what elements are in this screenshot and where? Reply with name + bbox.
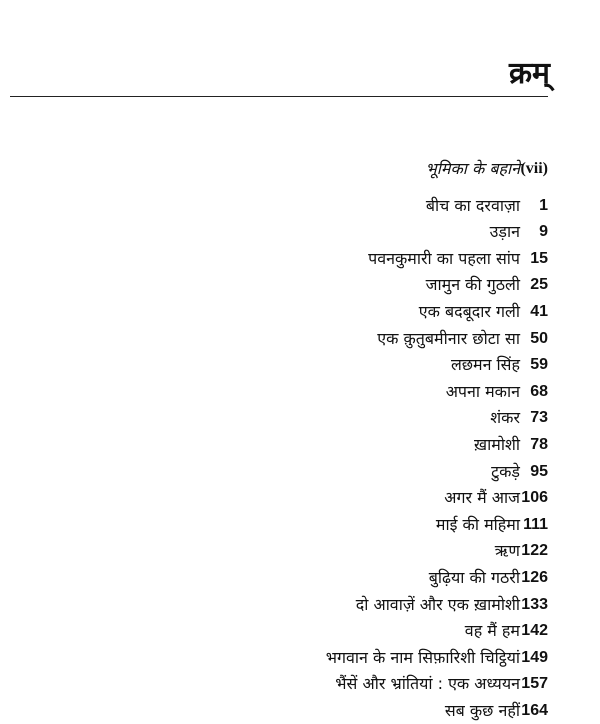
toc-entry-title: टुकड़े [491,461,520,481]
toc-entry [0,299,600,326]
toc-entry-page: 164 [521,701,548,719]
toc-entry-page: 68 [530,382,548,400]
toc-entry-page: 78 [530,435,548,453]
toc-entry-page: 106 [521,489,548,507]
toc-entry-title: अगर मैं आज [444,488,520,508]
toc-entry-page: 41 [530,302,548,320]
toc-entry-page: 9 [539,223,548,241]
toc-entry-title: दो आवाज़ें और एक ख़ामोशी [355,594,520,614]
toc-entry-page: 133 [521,595,548,613]
toc-entry-title: एक क़ुतुबमीनार छोटा सा [377,328,520,348]
toc-entry [0,272,600,299]
toc-entry [0,512,600,539]
toc-entry-page: 50 [530,329,548,347]
toc-entry-title: अपना मकान [445,381,520,401]
toc-entry-title: बुढ़िया की गठरी [428,567,520,587]
toc-entry-title: भूमिका के बहाने [425,159,520,178]
toc-entry [0,246,600,273]
toc-entry-page: 95 [530,462,548,480]
toc-entry-page: 59 [530,356,548,374]
toc-entry [0,405,600,432]
toc-entry-title: भगवान के नाम सिफ़ारिशी चिट्ठियां [325,647,520,667]
toc-entry [0,592,600,619]
toc-entry [0,618,600,645]
toc-entry-page: 15 [530,249,548,267]
toc-entry-title: ऋण [494,541,520,561]
toc-entry [0,485,600,512]
toc-entry-page: 122 [521,542,548,560]
toc-entry [0,538,600,565]
toc-entry-page: 149 [521,648,548,666]
toc-entry-title: पवनकुमारी का पहला सांप [368,248,520,268]
toc-entry-title: एक बदबूदार गली [418,301,520,321]
toc-entry [0,193,600,220]
toc-entry [0,352,600,379]
toc-entry-page: 25 [530,276,548,294]
toc-entry-title: शंकर [490,408,520,428]
toc-entry-title: उड़ान [489,222,520,242]
toc-entry [0,219,600,246]
toc-entry-title: बीच का दरवाज़ा [425,195,520,215]
toc-entry-page: 73 [530,409,548,427]
toc-entry-title: माई की महिमा [435,514,520,534]
toc-entry [0,156,600,183]
header-rule [10,96,548,97]
toc-entry-title: भैंसें और भ्रांतियां : एक अध्ययन [335,674,520,694]
toc-entry-page: 157 [521,675,548,693]
toc-entry-title: लछमन सिंह [450,355,520,375]
toc-entry-title: ख़ामोशी [474,434,520,454]
toc-entry-page: 142 [521,622,548,640]
toc-entry [0,379,600,406]
toc-entry-page: 126 [521,568,548,586]
toc-entry-page: (vii) [520,160,548,177]
toc-entry [0,326,600,353]
toc-entry-page: 111 [523,515,548,533]
toc-entry [0,565,600,592]
toc-entry [0,671,600,698]
toc-entry-title: जामुन की गुठली [425,275,520,295]
toc-entry-page: 1 [539,196,548,214]
toc-entry-title: वह मैं हम [464,621,520,641]
toc-entry [0,645,600,672]
table-of-contents [0,156,600,724]
page-title: क्रम् [509,56,550,91]
toc-entry-title: सब कुछ नहीं [444,700,520,720]
toc-entry [0,432,600,459]
toc-entry [0,698,600,724]
toc-entry [0,459,600,486]
